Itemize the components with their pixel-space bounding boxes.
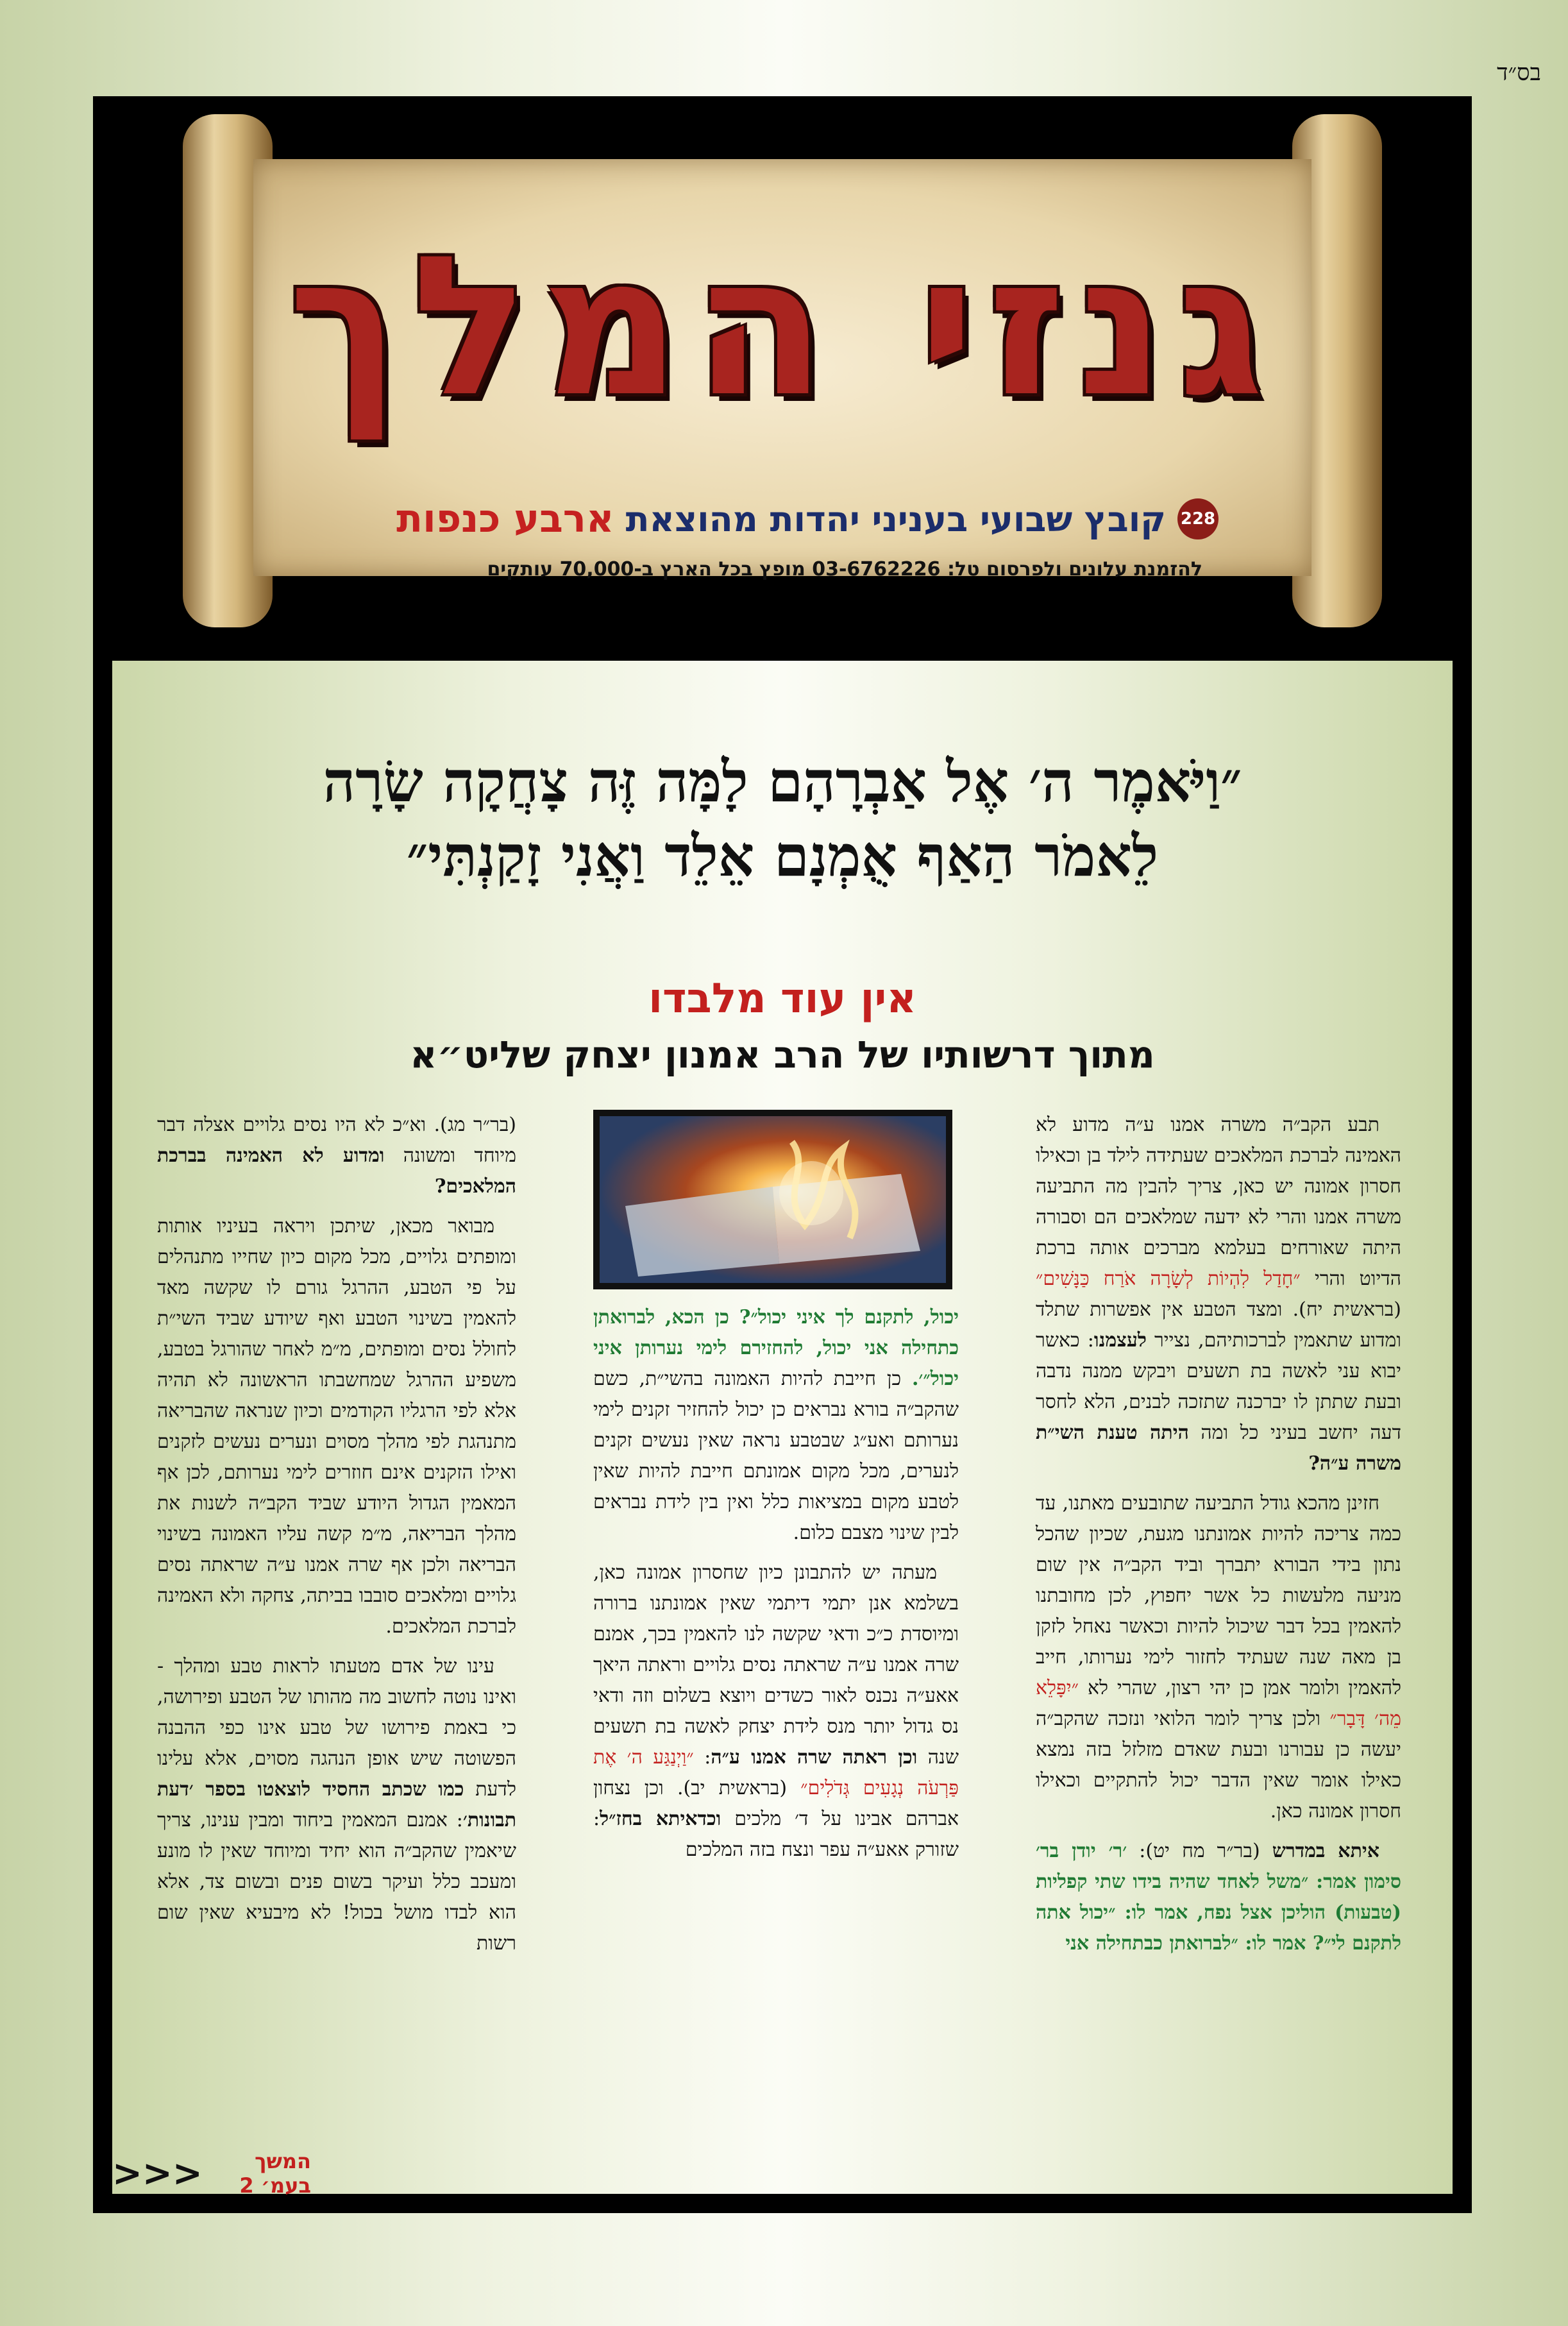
bold-text: היתה טענת השי״ת משרה ע״ה? [1036, 1422, 1401, 1475]
bold-text: איתא במדרש [1272, 1840, 1379, 1862]
paragraph [1036, 1110, 1401, 1479]
text-run: : [693, 1746, 711, 1769]
article-byline: מתוך דרשותיו של הרב אמנון יצחק שליט״א [410, 1033, 1155, 1076]
text-run: חזינן מהכא גודל התביעה שתובעים מאתנו, עד כמה צריכה להיות אמונתנו מגעת, שכיון שהכל נתון בידי הבורא יתברך וביד הקב״ה אין שום מניעה מלעשות כל אשר יחפוץ, לכן מחובתנו להאמין בכל דבר שיכול להיות וכאשר נאחל לזקן בן מאה שנה שעתיד לחזור לימי נערותו, חייב להאמין ולומר אמן כן יהי רצון, שהרי לא [1036, 1492, 1401, 1699]
continued-label: המשך בעמ׳ 2 [239, 2149, 311, 2198]
verse-quote: ״יִפָּלֵא מֵה׳ דָּבָר״ [1036, 1677, 1402, 1730]
text-run: (בראשית יח). ומצד הטבע אין אפשרות שתלד ומדוע שתאמין לברכותיהם, נצייר [1036, 1298, 1401, 1352]
bold-text: וכן ראתה שרה אמנו ע״ה [711, 1746, 918, 1769]
bold-text: לעצמנו [1093, 1329, 1147, 1352]
text-run: : שזורק אאע״ה עפר ונצח בזה המלכים [593, 1808, 959, 1861]
paragraph [157, 1211, 516, 1642]
text-run: כן חייבת להיות האמונה בהשי״ת, כשם שהקב״ה בורא נבראים כן יכול להחזיר זקנים לימי נערותם ואע״ג שבטבע נראה שאין נעשים זקנים לנערים, מכל מקום אמונתם חייבת להיות שאין לטבע מקום במציאות כלל ואין בין לידת נבראים לבין שינוי מצבם כלום. [593, 1368, 959, 1544]
newsletter-title: גנזי המלך [288, 215, 1277, 439]
bold-text: וכדאיתא בחז״ל [600, 1808, 721, 1830]
bold-text: ומדוע לא האמינה בברכת המלאכים? [157, 1144, 516, 1198]
paragraph [593, 1558, 959, 1865]
bold-text: כמו שכתב החסיד לוצאטו בספר ׳דעת תבונות׳ [157, 1778, 516, 1831]
text-run: תבע הקב״ה משרה אמנו ע״ה מדוע לא האמינה לברכת המלאכים שעתידה לילד בן וכאילו חסרון אמונה יש כאן, צריך להבין מה התביעה משרה אמנו והרי לא ידעה שמלאכים הם וסבורה היתה שאורחים בעלמא מברכים אותה ברכת הדיוט והרי [1036, 1114, 1401, 1290]
bsd-header: בס״ד [1497, 60, 1541, 86]
midrash-quote: ׳ר׳ יודן בר׳ סימון אמר: ״משל לאחד שהיה בידו שתי קפליות (טבעות) הוליכן אצל נפח, אמר לו: ״יכול אתה לתקנם לי״? אמר לו: ״לברואתן כבתחילה אני [1036, 1840, 1401, 1955]
arrows-icon: <<< [112, 2152, 203, 2194]
text-run: עינו של אדם מטעתו לראות טבע ומהלך - ואינו נוטה לחשוב מה מהותו של הטבע ופירושה, כי באמת פירושו של טבע אינו כפי ההבנה הפשוטה שיש אופן הנהגה מסוים, אלא עלינו לדעת [157, 1655, 516, 1801]
paragraph [1036, 1836, 1401, 1959]
column-middle [593, 1302, 959, 1874]
issue-number-badge: 228 [1177, 498, 1218, 539]
text-run: מבואר מכאן, שיתכן ויראה בעיניו אותות ומופתים גלויים, מכל מקום כיון שחייו מתנהלים על פי הטבע, ההרגל גורם לו שקשה מאד להאמין בשינוי הטבע ואף שיודע שביד השי״ת לחולל נסים ומופתים, מ״מ לאחר שהורגל בטבע, משפיע ההרגל שמחשבתו הראשונה לא תהיה אלא לפי הרגליו הקודמים וכיון שנראה שהבריאה מתנהגת לפי מהלך מסוים ונערים נעשים לזקנים ואילו הזקנים אינם חוזרים לימי נערותם, לכן אף המאמין הגדול היודע שביד הקב״ה לשנות את מהלך הבריאה, מ״מ קשה עליו האמונה בשינוי הבריאה ולכן אף שרה אמנו ע״ה שראתה נסים גלויים ומלאכים סובבו בביתה, צחקה ולא האמינה לברכת המלאכים. [157, 1215, 516, 1638]
column-left [157, 1110, 516, 1968]
text-run: : אמנם המאמין ביחוד ומבין ענינו, צריך שיאמין שהקב״ה הוא יחיד ומיוחד שאין לו מונע ומעכב כלל ועיקר בשום פנים ובשום צד, אלא הוא לבדו מושל בכול! לא מיבעיא שאין שום רשות [157, 1809, 516, 1955]
text-run: (בר״ר מג). וא״כ לא היו נסים גלויים אצלה דבר מיוחד ומשונה [157, 1114, 516, 1167]
paragraph [157, 1651, 516, 1959]
masthead [93, 96, 1472, 661]
fire-book-image [600, 1116, 946, 1283]
verse-quote: ״חָדַל לִהְיוֹת לְשָׂרָה אֹרַח כַּנָּשִׁים״ [1036, 1268, 1301, 1290]
text-run: : כאשר יבוא עני לאשה בת תשעים ויבקש ממנה נדבה ובעת שתתן לו יברכנה שתזכה לבנים, הלא לחסר דעה יחשב בעיני כל ומה [1036, 1329, 1401, 1444]
headline-verse [151, 744, 1414, 893]
text-run: ולכן צריך לומר הלואי ונזכה שהקב״ה יעשה כן עבורנו ובעת שאדם מזלזל בזה נמצא כאילו אומר שאין הדבר יכול להתקיים וכאילו חסרון אמונה כאן. [1036, 1708, 1401, 1822]
publisher-logo: ארבע כנפות [396, 497, 614, 541]
text-run: (בראשית יב). וכן נצחון אברהם אבינו על ד׳ מלכים [593, 1777, 959, 1830]
article-kicker: אין עוד מלבדו [648, 975, 916, 1023]
contact-line: להזמנת עלונים ולפרסום טל: 03-6762226 מופץ בכל הארץ ב-70,000 עותקים [487, 558, 1202, 581]
article-photo [593, 1110, 952, 1289]
subtitle-row [396, 497, 1218, 541]
text-run: מעתה יש להתבונן כיון שחסרון אמונה כאן, בשלמא אנן יתמי דיתמי שאין אמונתנו ברורה ומיוסדת כ״כ ודאי שקשה לנו להאמין בכך, אמנם שרה אמנו ע״ה שראתה נסים גלויים וראתה היאך אאע״ה נכנס לאור כשדים ויוצא בשלום וזה ודאי נס גדול יותר מנס לידת יצחק לאשה בת תשעים שנה [593, 1561, 959, 1769]
midrash-quote: יכול, לתקנם לך איני יכול״? כן הכא, לברואתן כתחילה אני יכול, להחזירם לימי נערותן איני יכול״׳. [593, 1306, 959, 1390]
verse-quote: ״וַיְנַגַּע ה׳ אֶת פַּרְעֹה נְגָעִים גְּדֹלִים״ [593, 1746, 959, 1799]
paragraph [593, 1302, 959, 1549]
paragraph [1036, 1488, 1401, 1827]
article-frame [93, 661, 1472, 2213]
verse-line-2: לֵאמֹר הַאַף אֻמְנָם אֵלֵד וַאֲנִי זָקַנְתִּי״ [406, 822, 1159, 890]
subtitle: קובץ שבועי בעניני יהדות מהוצאת [625, 498, 1166, 539]
continued-link[interactable] [112, 2149, 311, 2198]
text-run: (בר״ר מח יט): [1127, 1840, 1272, 1862]
paragraph [157, 1110, 516, 1202]
column-right [1036, 1110, 1401, 1968]
verse-line-1: ״וַיֹּאמֶר ה׳ אֶל אַבְרָהָם לָמָּה זֶּה צָחֲקָה שָׂרָה [323, 748, 1242, 815]
